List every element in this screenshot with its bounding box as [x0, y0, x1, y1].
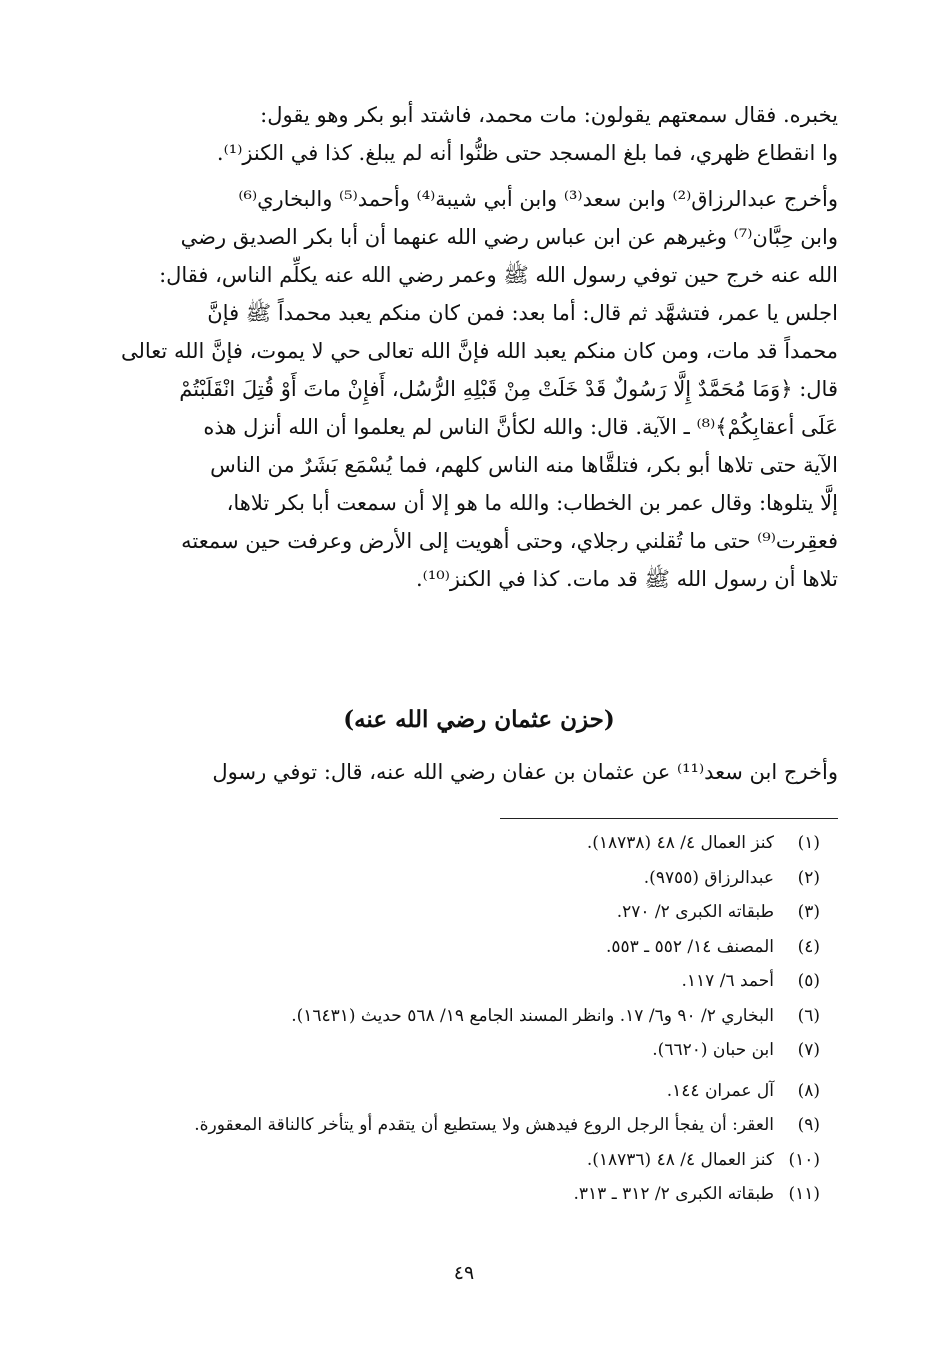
footnote-item — [120, 1074, 820, 1109]
footnote-item — [120, 999, 820, 1034]
body-line: اجلس يا عمر، فتشهَّد ثم قال: أما بعد: فمن كان منكم يعبد محمداً ﷺ فإنَّ — [207, 301, 838, 325]
footnote-number: (٤) — [797, 936, 820, 957]
footnote-number: (٥) — [797, 971, 820, 991]
footnote-item — [120, 1177, 820, 1212]
footnote-number: (٢) — [797, 867, 820, 888]
footnote-text: طبقاته الكبرى ٢/ ٢٧٠. — [616, 902, 774, 922]
footnote-text: كنز العمال ٤/ ٤٨ (١٨٧٣٦). — [586, 1149, 774, 1170]
body-line: محمداً قد مات، ومن كان منكم يعبد الله فإنَّ الله تعالى حي لا يموت، فإنَّ الله تعالى — [121, 339, 838, 363]
body-line: وا انقطاع ظهري، فما بلغ المسجد حتى ظنُّوا أنه لم يبلغ. كذا في الكنز⁽¹⁾. — [216, 141, 838, 165]
body-line: عَلَى أعقابِكُمْ﴾⁽⁸⁾ ـ الآية. قال: والله لكأنَّ الناس لم يعلموا أن الله أنزل هذه — [203, 415, 838, 439]
body-line: إلَّا يتلوها: وقال عمر بن الخطاب: والله ما هو إلا أن سمعت أبا بكر تلاها، — [226, 491, 838, 515]
footnote-number: (١١) — [788, 1184, 820, 1204]
body-line: وابن حِبَّان⁽⁷⁾ وغيرهم عن ابن عباس رضي الله عنهما أن أبا بكر الصديق رضي — [180, 225, 838, 249]
footnote-number: (١٠) — [788, 1149, 820, 1170]
footnote-text: ابن حبان (٦٦٢٠). — [652, 1040, 774, 1060]
footnote-item — [120, 826, 820, 861]
footnote-item — [120, 930, 820, 965]
body-line: تلاها أن رسول الله ﷺ قد مات. كذا في الكنز⁽¹⁰⁾. — [416, 567, 838, 591]
body-text — [120, 96, 838, 598]
footnote-text: طبقاته الكبرى ٢/ ٣١٢ ـ ٣١٣. — [573, 1184, 774, 1204]
footnote-text: البخاري ٢/ ٩٠ و٦/ ١٧. وانظر المسند الجامع ١٩/ ٥٦٨ حديث (١٦٤٣١). — [291, 1005, 774, 1026]
footnote-separator — [500, 818, 838, 819]
footnote-number: (٣) — [797, 902, 820, 922]
footnote-number: (٧) — [797, 1040, 820, 1060]
body-line: يخبره. فقال سمعتهم يقولون: مات محمد، فاشتد أبو بكر وهو يقول: — [260, 103, 838, 127]
footnotes — [120, 826, 820, 1212]
footnote-item — [120, 1033, 820, 1068]
footnote-item — [120, 1108, 820, 1143]
footnote-number: (٦) — [797, 1005, 820, 1026]
body-line: الآية حتى تلاها أبو بكر، فتلقَّاها منه الناس كلهم، فما يُسْمَع بَشَرٌ من الناس — [210, 453, 838, 477]
body-line: قال: ﴿وَمَا مُحَمَّدٌ إِلَّا رَسُولٌ قَدْ خَلَتْ مِنْ قَبْلِهِ الرُّسُل، أَفإِنْ ماتَ أَوْ قُتِلَ انْقَلَبْتُمْ — [179, 377, 838, 401]
section-first-line: وأخرج ابن سعد⁽¹¹⁾ عن عثمان بن عفان رضي الله عنه، قال: توفي رسول — [212, 760, 838, 784]
body-line: فعقِرت⁽⁹⁾ حتى ما تُقلني رجلاي، وحتى أهويت إلى الأرض وعرفت حين سمعته — [181, 529, 838, 553]
footnote-item — [120, 861, 820, 896]
footnote-number: (٩) — [797, 1115, 820, 1135]
body-line: وأخرج عبدالرزاق⁽²⁾ وابن سعد⁽³⁾ وابن أبي شيبة⁽⁴⁾ وأحمد⁽⁵⁾ والبخاري⁽⁶⁾ — [238, 187, 838, 211]
footnote-number: (١) — [797, 833, 820, 853]
footnote-item — [120, 895, 820, 930]
footnote-text: كنز العمال ٤/ ٤٨ (١٨٧٣٨). — [586, 833, 774, 853]
section-heading: (حزن عثمان رضي الله عنه) — [343, 706, 615, 733]
footnote-text: عبدالرزاق (٩٧٥٥). — [643, 867, 774, 888]
footnote-item — [120, 1143, 820, 1178]
footnote-text: آل عمران ١٤٤. — [666, 1080, 774, 1101]
page-number: ٤٩ — [453, 1262, 475, 1284]
footnote-text: أحمد ٦/ ١١٧. — [681, 971, 774, 991]
footnote-text: العقر: أن يفجأ الرجل الروع فيدهش ولا يستطيع أن يتقدم أو يتأخر كالناقة المعقورة. — [194, 1115, 774, 1135]
footnote-text: المصنف ١٤/ ٥٥٢ ـ ٥٥٣. — [605, 936, 774, 957]
footnote-number: (٨) — [797, 1080, 820, 1101]
footnote-item — [120, 964, 820, 999]
body-line: الله عنه خرج حين توفي رسول الله ﷺ وعمر رضي الله عنه يكلِّم الناس، فقال: — [159, 263, 838, 287]
